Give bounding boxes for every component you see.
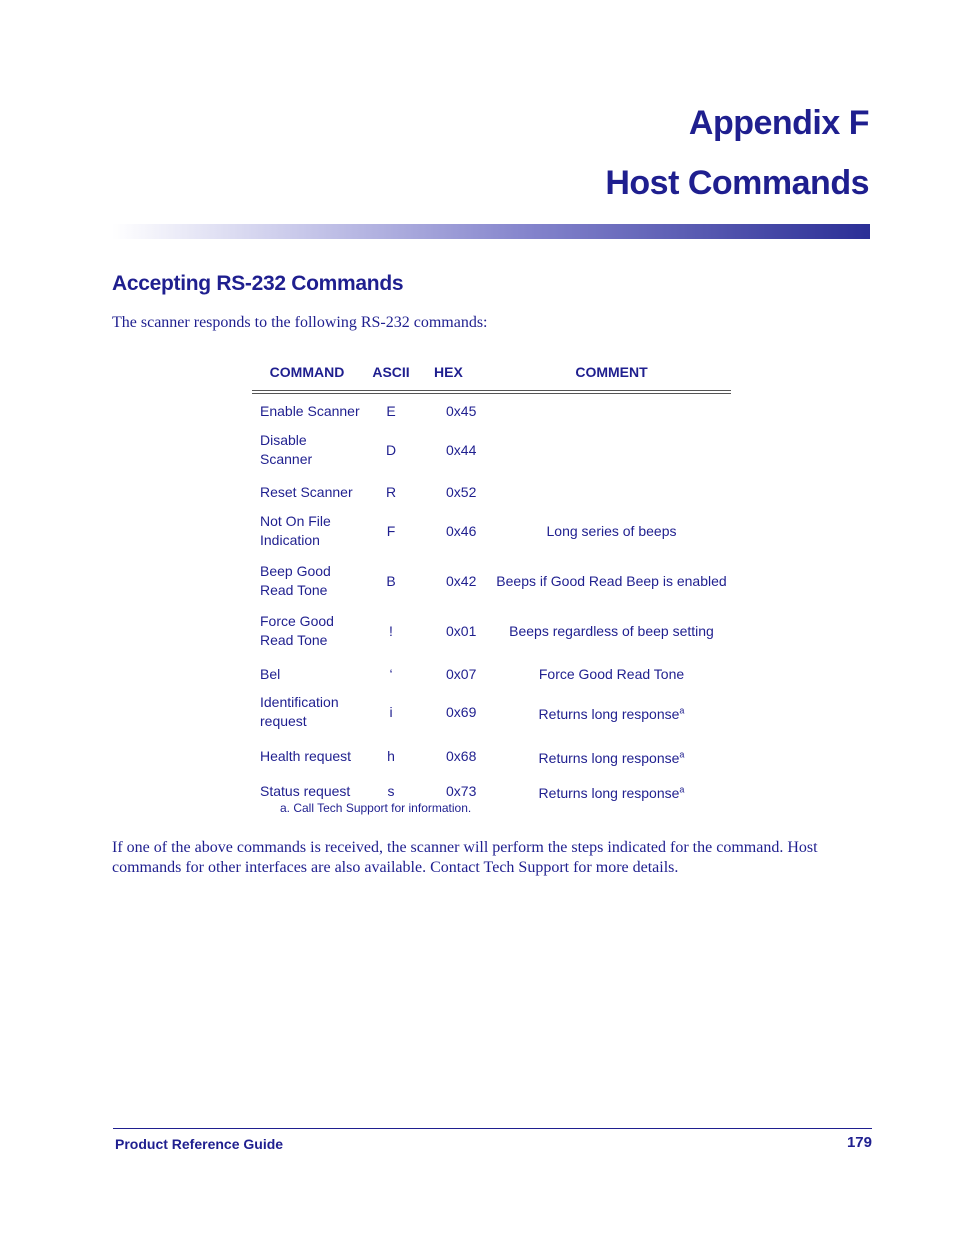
header-ascii: ASCII	[372, 364, 410, 380]
cell-comment: Beeps regardless of beep setting	[509, 622, 714, 639]
cell-comment: Force Good Read Tone	[538, 665, 685, 682]
cell-ascii: !	[389, 622, 393, 639]
cell-ascii: B	[386, 572, 396, 589]
cell-hex: 0x42	[446, 572, 477, 589]
cell-ascii: F	[386, 522, 396, 539]
cell-comment: Returns long response	[538, 705, 680, 722]
cell-command-line2: Read Tone	[260, 632, 328, 648]
cell-command: Bel	[260, 665, 281, 682]
cell-command: Disable	[260, 432, 307, 448]
cell-hex: 0x07	[446, 665, 477, 682]
cell-hex: 0x45	[446, 402, 477, 419]
cell-command: Health request	[260, 747, 352, 764]
cell-hex: 0x46	[446, 522, 477, 539]
cell-hex: 0x52	[446, 483, 477, 500]
title-gradient-bar	[112, 224, 870, 239]
table-row	[252, 399, 731, 423]
cell-hex: 0x01	[446, 622, 477, 639]
cell-command-line2: request	[260, 713, 307, 729]
commands-table	[252, 360, 731, 801]
footer-guide-title: Product Reference Guide	[115, 1136, 284, 1152]
table-row	[252, 511, 731, 551]
table-row	[252, 692, 731, 732]
footnote-mark: a	[679, 783, 685, 794]
table-row	[252, 779, 731, 803]
body-paragraph: If one of the above commands is received, the scanner will perform the steps indicated for the command. Host commands for other interfaces are also available. Contact Tech Support for more details.	[112, 839, 818, 876]
cell-ascii: D	[385, 441, 397, 458]
cell-command-line2: Scanner	[260, 451, 313, 467]
footnote-mark: a	[679, 704, 685, 715]
cell-ascii: R	[385, 483, 397, 500]
cell-ascii: h	[387, 747, 395, 764]
table-row	[252, 611, 731, 651]
table-footnote: a. Call Tech Support for information.	[280, 801, 472, 815]
section-heading: Accepting RS-232 Commands	[112, 272, 404, 295]
cell-hex: 0x68	[446, 747, 477, 764]
table-header-row	[252, 360, 731, 384]
cell-command: Identification	[260, 694, 339, 710]
header-hex: HEX	[434, 364, 463, 380]
cell-ascii: s	[387, 782, 395, 799]
table-row	[252, 480, 731, 504]
table-row	[252, 744, 731, 768]
footnote-mark: a	[679, 748, 685, 759]
cell-hex: 0x44	[446, 441, 477, 458]
cell-ascii: E	[386, 402, 396, 419]
cell-command-line2: Read Tone	[260, 582, 328, 598]
table-row	[252, 561, 731, 601]
header-comment: COMMENT	[575, 364, 648, 380]
footer-rule	[113, 1128, 872, 1129]
appendix-title: Appendix F	[688, 104, 869, 142]
cell-command: Beep Good	[260, 563, 331, 579]
page-number: 179	[846, 1134, 872, 1151]
cell-ascii: i	[389, 703, 393, 720]
cell-comment: Beeps if Good Read Beep is enabled	[496, 572, 727, 589]
cell-command: Force Good	[260, 613, 334, 629]
table-row	[252, 430, 731, 470]
cell-comment: Returns long response	[538, 749, 680, 766]
intro-text: The scanner responds to the following RS-232 commands:	[112, 314, 488, 331]
table-row	[252, 662, 731, 686]
cell-ascii: ‘	[389, 665, 393, 682]
cell-command: Not On File	[260, 513, 331, 529]
cell-command: Status request	[260, 782, 351, 799]
cell-hex: 0x73	[446, 782, 477, 799]
cell-hex: 0x69	[446, 703, 477, 720]
cell-command: Enable Scanner	[260, 402, 360, 419]
cell-comment: Returns long response	[538, 784, 680, 801]
cell-command-line2: Indication	[260, 532, 320, 548]
chapter-title: Host Commands	[605, 164, 869, 202]
header-command: COMMAND	[269, 364, 345, 380]
cell-command: Reset Scanner	[260, 483, 353, 500]
header-double-rule	[252, 390, 731, 394]
cell-comment: Long series of beeps	[546, 522, 677, 539]
